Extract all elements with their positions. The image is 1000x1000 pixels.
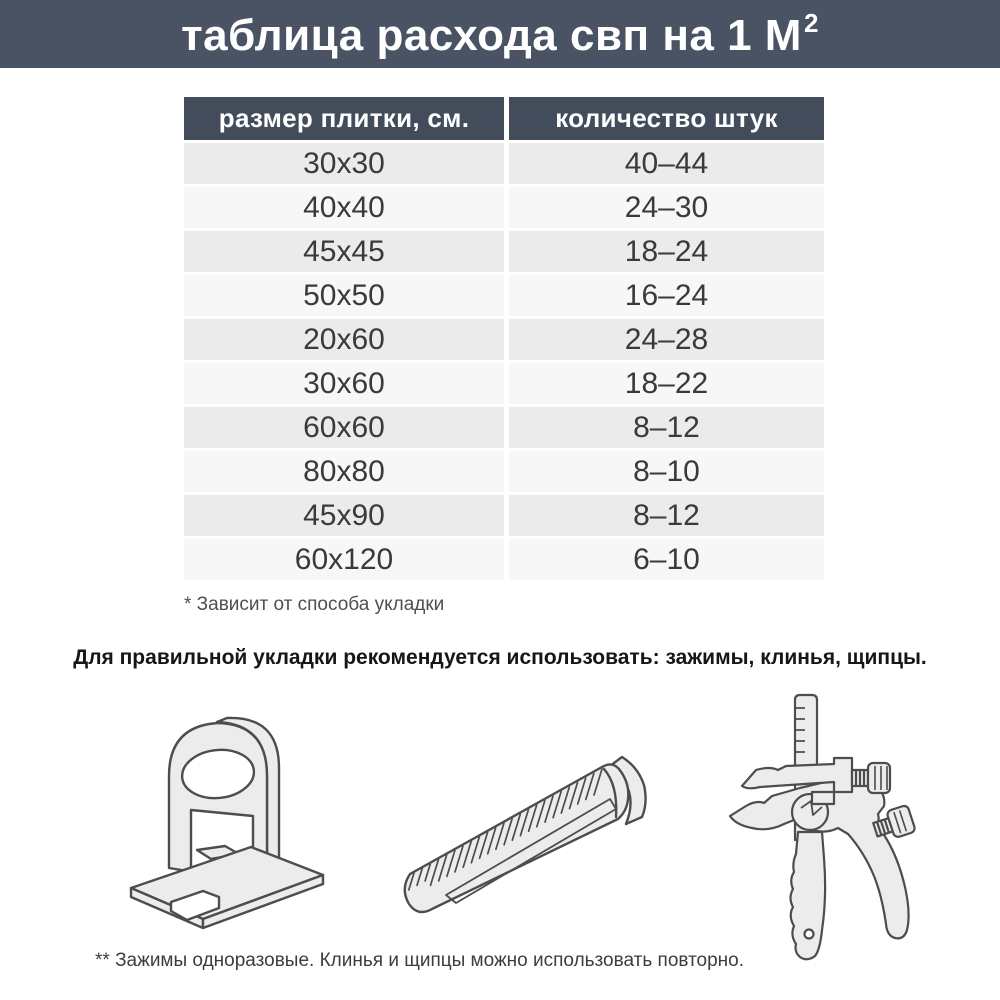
table-cell-quantity: 24–30 <box>509 187 824 228</box>
table-cell-quantity: 18–24 <box>509 231 824 272</box>
table-cell-size: 40x40 <box>184 187 504 228</box>
table-cell-size: 45x90 <box>184 495 504 536</box>
table-cell-size: 60x60 <box>184 407 504 448</box>
table-cell-quantity: 8–12 <box>509 407 824 448</box>
table-cell-quantity: 8–10 <box>509 451 824 492</box>
reuse-footnote: ** Зажимы одноразовые. Клинья и щипцы можно использовать повторно. <box>95 950 745 971</box>
table-cell-size: 30x60 <box>184 363 504 404</box>
title-superscript: 2 <box>803 8 819 38</box>
table-cell-quantity: 8–12 <box>509 495 824 536</box>
table-cell-quantity: 16–24 <box>509 275 824 316</box>
table-cell-size: 20x60 <box>184 319 504 360</box>
column-header-quantity: количество штук <box>509 97 824 140</box>
table-footnote: * Зависит от способа укладки <box>184 594 445 615</box>
table-cell-quantity: 6–10 <box>509 539 824 580</box>
consumption-table <box>184 97 824 580</box>
table-cell-quantity: 40–44 <box>509 143 824 184</box>
tile-pliers-icon <box>700 682 950 972</box>
tools-illustrations <box>0 684 1000 944</box>
tile-wedge-icon <box>378 727 658 922</box>
page-title <box>181 10 819 58</box>
table-cell-quantity: 24–28 <box>509 319 824 360</box>
table-cell-size: 45x45 <box>184 231 504 272</box>
tile-clip-icon <box>105 696 345 932</box>
table-cell-quantity: 18–22 <box>509 363 824 404</box>
table-cell-size: 80x80 <box>184 451 504 492</box>
table-cell-size: 60x120 <box>184 539 504 580</box>
recommendation-text: Для правильной укладки рекомендуется использовать: зажимы, клинья, щипцы. <box>73 646 927 669</box>
table-cell-size: 30x30 <box>184 143 504 184</box>
page-title-text: таблица расхода свп на 1 М <box>181 11 802 60</box>
consumption-table-wrap <box>184 97 824 580</box>
table-cell-size: 50x50 <box>184 275 504 316</box>
column-header-tile-size: размер плитки, см. <box>184 97 504 140</box>
title-banner <box>0 0 1000 68</box>
